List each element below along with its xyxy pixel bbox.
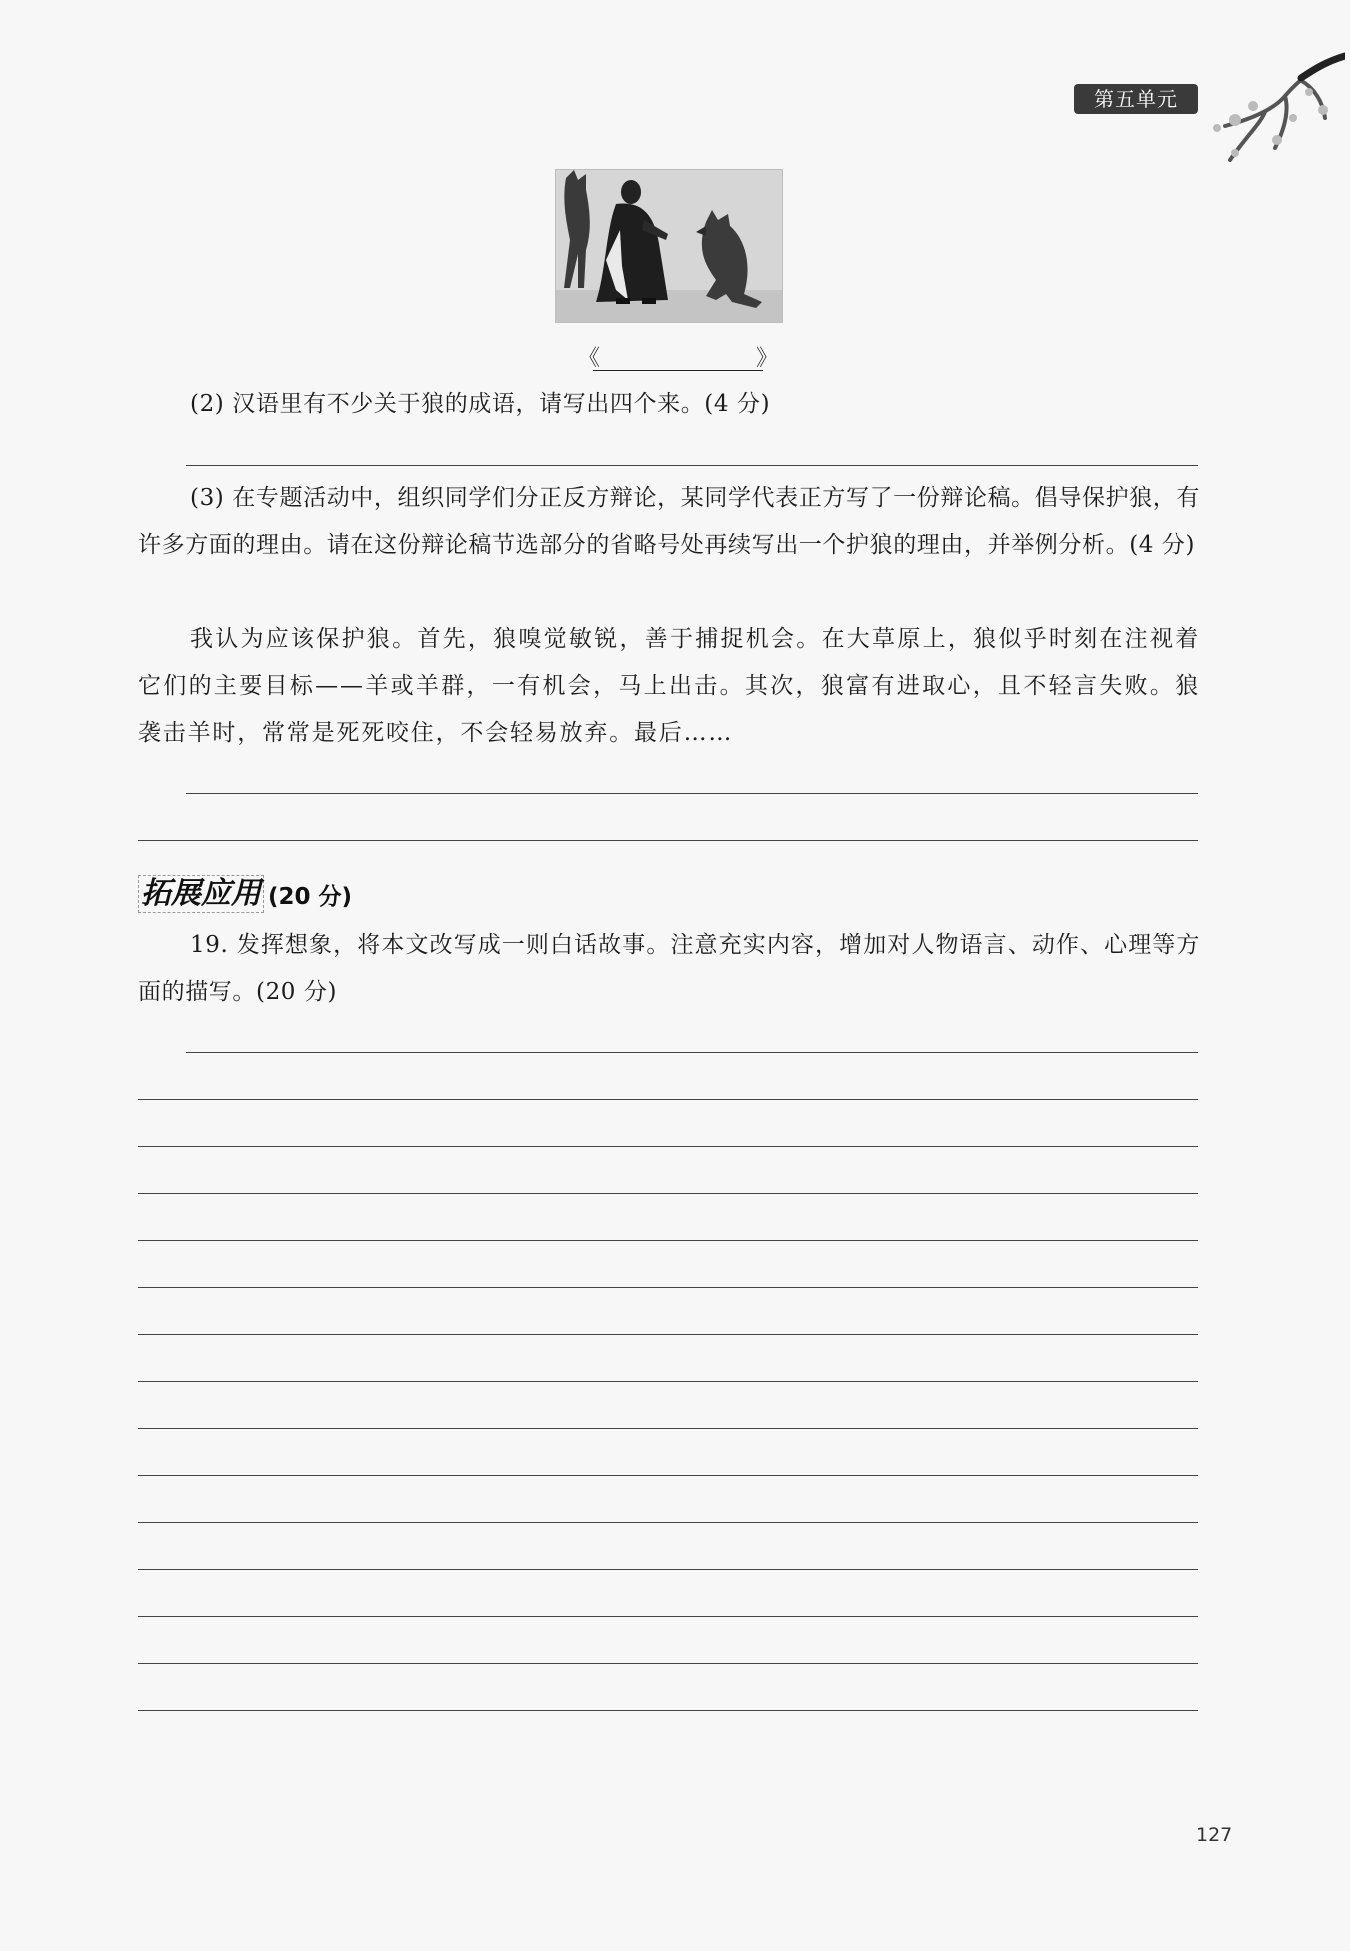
writing-line[interactable] — [138, 1616, 1198, 1617]
question-19-text: 19. 发挥想象，将本文改写成一则白话故事。注意充实内容，增加对人物语言、动作、心理等方面的描写。(20 分) — [138, 932, 1200, 1005]
question-3-excerpt: 我认为应该保护狼。首先，狼嗅觉敏锐，善于捕捉机会。在大草原上，狼似乎时刻在注视着它们的主要目标——羊或羊群，一有机会，马上出击。其次，狼富有进取心，且不轻言失败。狼袭击羊时，常常是死死咬住，不会轻易放弃。最后…… — [138, 626, 1200, 746]
section-score: (20 分) — [268, 883, 353, 910]
writing-line[interactable] — [138, 1710, 1198, 1711]
writing-line[interactable] — [138, 1663, 1198, 1664]
left-book-bracket: 《 — [578, 346, 601, 371]
writing-line[interactable] — [138, 1240, 1198, 1241]
zhongshan-wolf-illustration-icon — [556, 170, 782, 322]
answer-line-q2[interactable] — [186, 465, 1198, 466]
answer-line-q3-1[interactable] — [186, 793, 1198, 794]
writing-line[interactable] — [138, 1334, 1198, 1335]
plum-branch-icon — [1205, 48, 1345, 168]
page-number: 127 — [1196, 1824, 1233, 1846]
writing-line[interactable] — [138, 1522, 1198, 1523]
right-book-bracket: 》 — [755, 346, 778, 371]
unit-badge: 第五单元 — [1074, 84, 1198, 114]
question-2-text: (2) 汉语里有不少关于狼的成语，请写出四个来。(4 分) — [190, 391, 771, 417]
writing-line[interactable] — [138, 1193, 1198, 1194]
writing-line[interactable] — [138, 1428, 1198, 1429]
question-3-text: (3) 在专题活动中，组织同学们分正反方辩论，某同学代表正方写了一份辩论稿。倡导保护狼，有许多方面的理由。请在这份辩论稿节选部分的省略号处再续写出一个护狼的理由，并举例分析。(4 分) — [138, 485, 1200, 558]
writing-line[interactable] — [138, 1099, 1198, 1100]
writing-line[interactable] — [138, 1381, 1198, 1382]
story-illustration — [555, 169, 783, 323]
section-heading — [138, 874, 352, 914]
writing-line[interactable] — [138, 1287, 1198, 1288]
blank-line — [593, 370, 763, 371]
writing-line[interactable] — [138, 1146, 1198, 1147]
title-answer-blank[interactable] — [578, 344, 778, 374]
writing-line[interactable] — [186, 1052, 1198, 1053]
writing-line[interactable] — [138, 1475, 1198, 1476]
writing-line[interactable] — [138, 1569, 1198, 1570]
answer-line-q3-2[interactable] — [138, 840, 1198, 841]
section-title: 拓展应用 — [138, 875, 264, 913]
